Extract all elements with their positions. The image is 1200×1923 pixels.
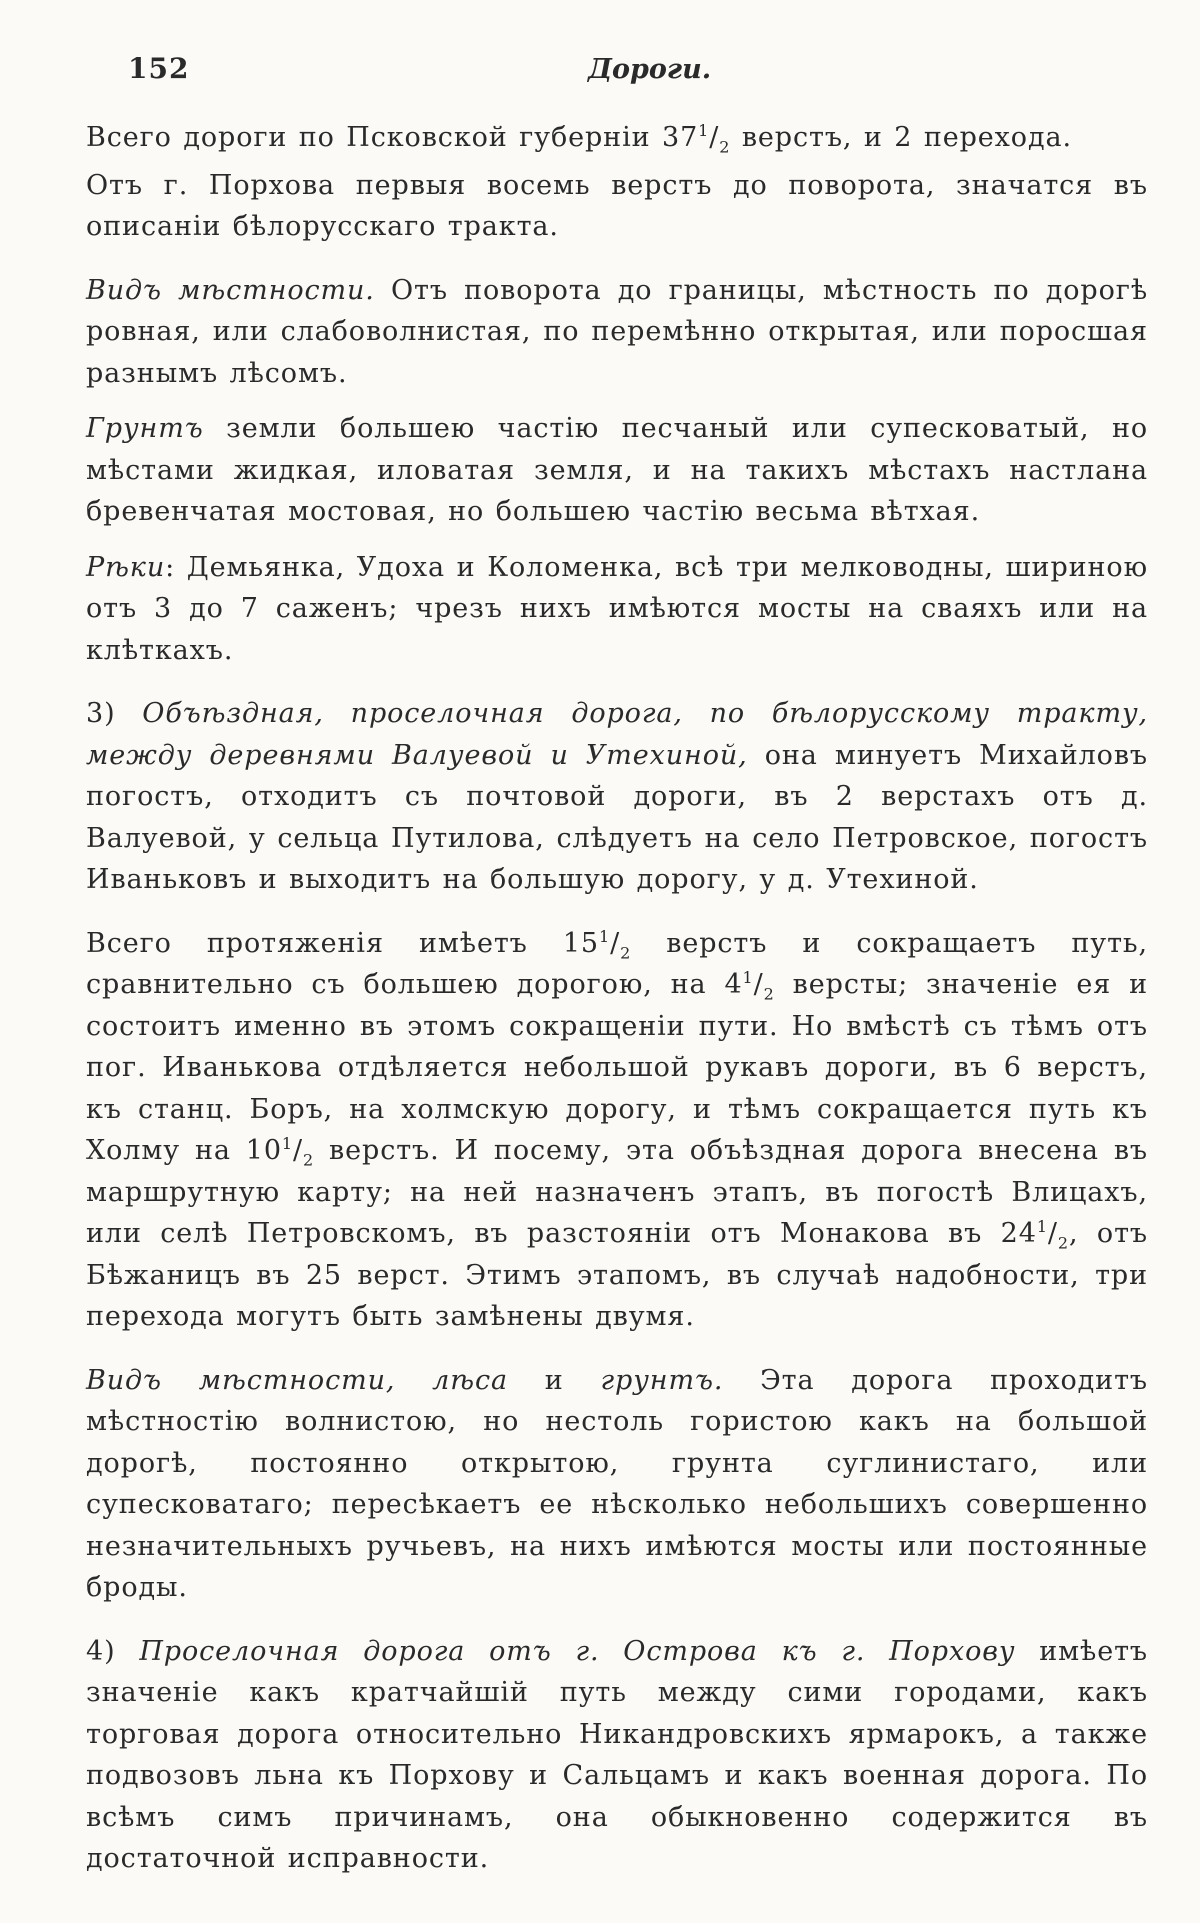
section-lead: Объѣздная, проселочная дорога, по бѣлорусскому тракту, между деревнями Валуевой и Утехиной,: [86, 698, 1148, 771]
running-title: Дороги.: [588, 54, 712, 85]
text-segment: Отъ поворота до границы, мѣстность по дорогѣ ровная, или слабоволнистая, по перемѣнно открытая, или поросшая разнымъ лѣсомъ.: [86, 274, 1148, 389]
fraction-numerator: 1: [281, 1134, 294, 1153]
text-segment: земли большею частію песчаный или супесковатый, но мѣстами жидкая, иловатая земля, и на такихъ мѣстахъ настлана бревенчатая мостовая, но большею частію весьма вѣтхая.: [86, 413, 1148, 527]
text-segment: и: [508, 1364, 601, 1396]
section-number: 4): [86, 1635, 116, 1667]
fraction-denominator: 2: [763, 984, 775, 1004]
fraction-denominator: 2: [620, 942, 632, 962]
section-lead: Видъ мѣстности.: [86, 274, 375, 306]
section-lead: Рѣки: [86, 551, 166, 583]
text-segment: Эта дорога проходитъ мѣстностію волнистою, но нестоль гористою какъ на большой дорогѣ, постоянно открытою, грунта суглинистаго, или супесковатаго; пересѣкаетъ ее нѣсколько небольшихъ совершенно незначительныхъ ручьевъ, на нихъ имѣются мосты или постоянные броды.: [86, 1364, 1148, 1603]
paragraph-terrain: [86, 270, 1148, 395]
fraction-denominator: 2: [719, 137, 731, 157]
text-segment: Всего дороги по Псковской губерніи 37: [86, 122, 699, 153]
text-segment: Отъ г. Порхова первыя восемь верстъ до поворота, значатся въ описаніи бѣлорусскаго тракта.: [86, 169, 1148, 242]
paragraph-bypass-length: [86, 923, 1148, 1338]
text-segment: верстъ и сокращаетъ путь, сравнительно съ большею дорогою, на 4: [86, 927, 1148, 1000]
fraction-slash: /: [610, 927, 621, 959]
body-text: [86, 117, 1148, 1894]
section-lead: Грунтъ: [86, 413, 204, 444]
paragraph-total-length: [86, 117, 1148, 159]
page-header: [128, 52, 1148, 96]
paragraph-rivers: [86, 547, 1148, 672]
text-segment: Всего протяженія имѣетъ 15: [86, 927, 599, 959]
section-lead: Видъ мѣстности, лѣса: [86, 1364, 509, 1396]
fraction-numerator: 1: [698, 121, 710, 140]
fraction-numerator: 1: [742, 968, 754, 987]
paragraph-bypass-terrain: [86, 1360, 1148, 1609]
text-segment: версты; значеніе ея и состоитъ именно въ этомъ сокращеніи пути. Но вмѣстѣ съ тѣмъ отъ пог. Иванькова отдѣляется небольшой рукавъ дороги, въ 6 верстъ, къ станц. Боръ, на холмскую дорогу, и тѣмъ сокращается путь къ Холму на 10: [86, 969, 1148, 1166]
section-lead: Проселочная дорога отъ г. Острова къ г. Порхову: [139, 1635, 1016, 1667]
paragraph-porkhov: [86, 165, 1148, 248]
text-segment: : Демьянка, Удоха и Коломенка, всѣ три мелководны, шириною отъ 3 до 7 саженъ; чрезъ нихъ имѣются мосты на сваяхъ или на клѣткахъ.: [86, 551, 1148, 666]
section-number: 3): [86, 698, 116, 729]
paragraph-bypass-road: [86, 693, 1148, 901]
fraction-denominator: 2: [1057, 1233, 1069, 1253]
fraction-slash: /: [1047, 1218, 1058, 1249]
fraction-slash: /: [293, 1135, 304, 1166]
fraction-denominator: 2: [303, 1150, 315, 1170]
section-lead: грунтъ.: [600, 1364, 724, 1396]
paragraph-ostrov-road: [86, 1631, 1148, 1880]
page-number: 152: [128, 52, 190, 85]
fraction-numerator: 1: [598, 926, 611, 946]
fraction-numerator: 1: [1036, 1217, 1048, 1236]
text-segment: верстъ, и 2 перехода.: [730, 122, 1072, 153]
paragraph-soil: [86, 408, 1148, 533]
fraction-slash: /: [709, 122, 720, 153]
fraction-slash: /: [753, 969, 764, 1000]
text-segment: , отъ Бѣжаницъ въ 25 верст. Этимъ этапомъ, въ случаѣ надобности, три перехода могутъ быть замѣнены двумя.: [86, 1218, 1148, 1332]
text-segment: она минуетъ Михайловъ погостъ, отходитъ съ почтовой дороги, въ 2 верстахъ отъ д. Валуевой, у сельца Путилова, слѣдуетъ на село Петровское, погостъ Иваньковъ и выходитъ на большую дорогу, у д. Утехиной.: [86, 739, 1148, 895]
text-segment: имѣетъ значеніе какъ кратчайшій путь между сими городами, какъ торговая дорога относительно Никандровскихъ ярмарокъ, а также подвозовъ льна къ Порхову и Сальцамъ и какъ военная дорога. По всѣмъ симъ причинамъ, она обыкновенно содержится въ достаточной исправности.: [86, 1635, 1149, 1874]
text-segment: верстъ. И посему, эта объѣздная дорога внесена въ маршрутную карту; на ней назначенъ этапъ, въ погостѣ Влицахъ, или селѣ Петровскомъ, въ разстояніи отъ Монакова въ 24: [86, 1135, 1148, 1249]
